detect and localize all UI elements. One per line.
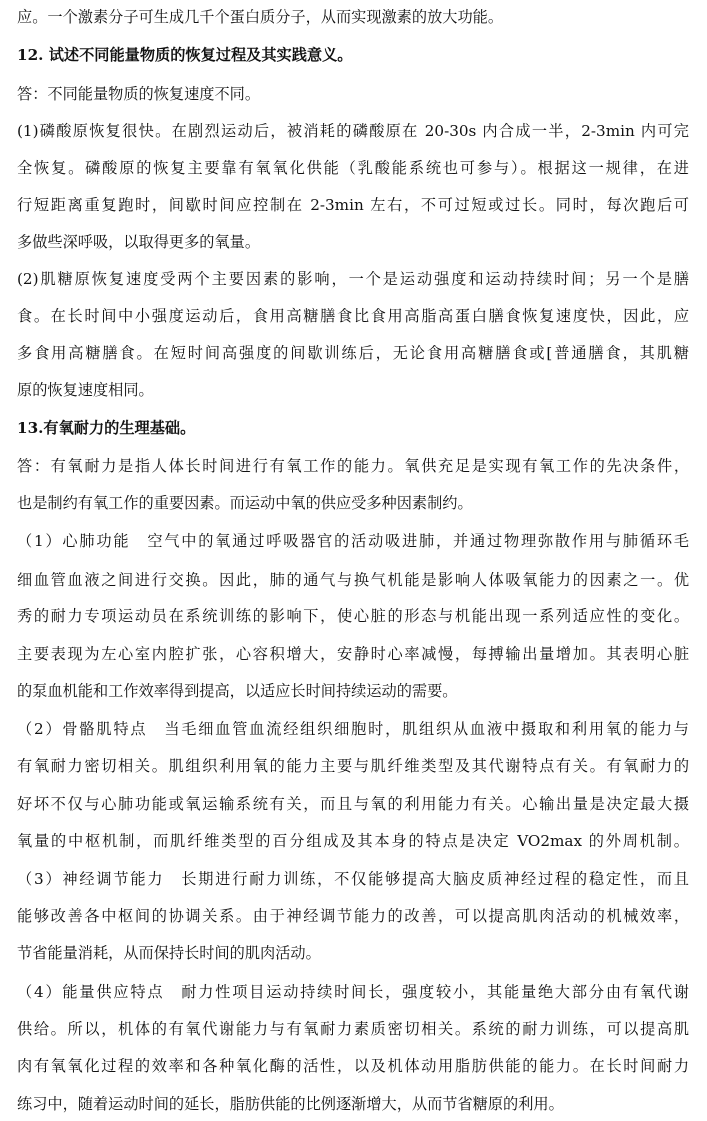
text-line: 氧量的中枢机制，而肌纤维类型的百分组成及其本身的特点是决定 VO2max 的外周机制。 — [17, 832, 689, 850]
text-line: 答：不同能量物质的恢复速度不同。 — [17, 85, 260, 103]
text-line: 供给。所以，机体的有氧代谢能力与有氧耐力素质密切相关。系统的耐力训练，可以提高肌 — [17, 1020, 689, 1038]
text-line: （1）心肺功能 空气中的氧通过呼吸器官的活动吸进肺，并通过物理弥散作用与肺循环毛 — [17, 532, 689, 550]
text-line: 有氧耐力密切相关。肌组织利用氧的能力主要与肌纤维类型及其代谢特点有关。有氧耐力的 — [17, 757, 689, 775]
text-line: 食。在长时间中小强度运动后，食用高糖膳食比食用高脂高蛋白膳食恢复速度快，因此，应 — [17, 307, 689, 325]
text-line: （3）神经调节能力 长期进行耐力训练，不仅能够提高大脑皮质神经过程的稳定性，而且 — [17, 870, 689, 888]
text-line: 主要表现为左心室内腔扩张，心容积增大，安静时心率减慢，每搏输出量增加。其表明心脏 — [17, 645, 689, 663]
text-line: 细血管血液之间进行交换。因此，肺的通气与换气机能是影响人体吸氧能力的因素之一。优 — [17, 571, 689, 589]
text-line: (2)肌糖原恢复速度受两个主要因素的影响，一个是运动强度和运动持续时间；另一个是膳 — [17, 270, 689, 288]
text-line: 练习中，随着运动时间的延长，脂肪供能的比例逐渐增大，从而节省糖原的利用。 — [17, 1095, 564, 1113]
text-line: （4）能量供应特点 耐力性项目运动持续时间长，强度较小，其能量绝大部分由有氧代谢 — [17, 983, 689, 1001]
question-heading: 13.有氧耐力的生理基础。 — [17, 419, 196, 437]
text-line: 多做些深呼吸，以取得更多的氧量。 — [17, 233, 260, 251]
text-line: 节省能量消耗，从而保持长时间的肌肉活动。 — [17, 944, 321, 962]
text-line: 肉有氧氧化过程的效率和各种氧化酶的活性，以及机体动用脂肪供能的能力。在长时间耐力 — [17, 1057, 689, 1075]
text-line: （2）骨骼肌特点 当毛细血管血流经组织细胞时，肌组织从血液中摄取和利用氧的能力与 — [17, 720, 689, 738]
text-line: 答：有氧耐力是指人体长时间进行有氧工作的能力。氧供充足是实现有氧工作的先决条件， — [17, 457, 689, 475]
text-line: 全恢复。磷酸原的恢复主要靠有氧氧化供能（乳酸能系统也可参与）。根据这一规律，在进 — [17, 159, 689, 177]
text-line: 原的恢复速度相同。 — [17, 381, 154, 399]
question-heading: 12. 试述不同能量物质的恢复过程及其实践意义。 — [17, 46, 353, 64]
text-line: 的泵血机能和工作效率得到提高，以适应长时间持续运动的需要。 — [17, 682, 458, 700]
text-line: 行短距离重复跑时，间歇时间应控制在 2-3min 左右，不可过短或过长。同时，每次跑后可 — [17, 196, 689, 214]
text-line: 也是制约有氧工作的重要因素。而运动中氧的供应受多种因素制约。 — [17, 494, 473, 512]
text-line: 多食用高糖膳食。在短时间高强度的间歇训练后，无论食用高糖膳食或[普通膳食，其肌糖 — [17, 344, 689, 362]
text-line: 应。一个激素分子可生成几千个蛋白质分子，从而实现激素的放大功能。 — [17, 8, 503, 26]
text-line: 能够改善各中枢间的协调关系。由于神经调节能力的改善，可以提高肌肉活动的机械效率， — [17, 907, 689, 925]
text-line: (1)磷酸原恢复很快。在剧烈运动后，被消耗的磷酸原在 20-30s 内合成一半，2-3min 内可完 — [17, 122, 689, 140]
text-line: 秀的耐力专项运动员在系统训练的影响下，使心脏的形态与机能出现一系列适应性的变化。 — [17, 607, 689, 625]
text-line: 好坏不仅与心肺功能或氧运输系统有关，而且与氧的利用能力有关。心输出量是决定最大摄 — [17, 795, 689, 813]
